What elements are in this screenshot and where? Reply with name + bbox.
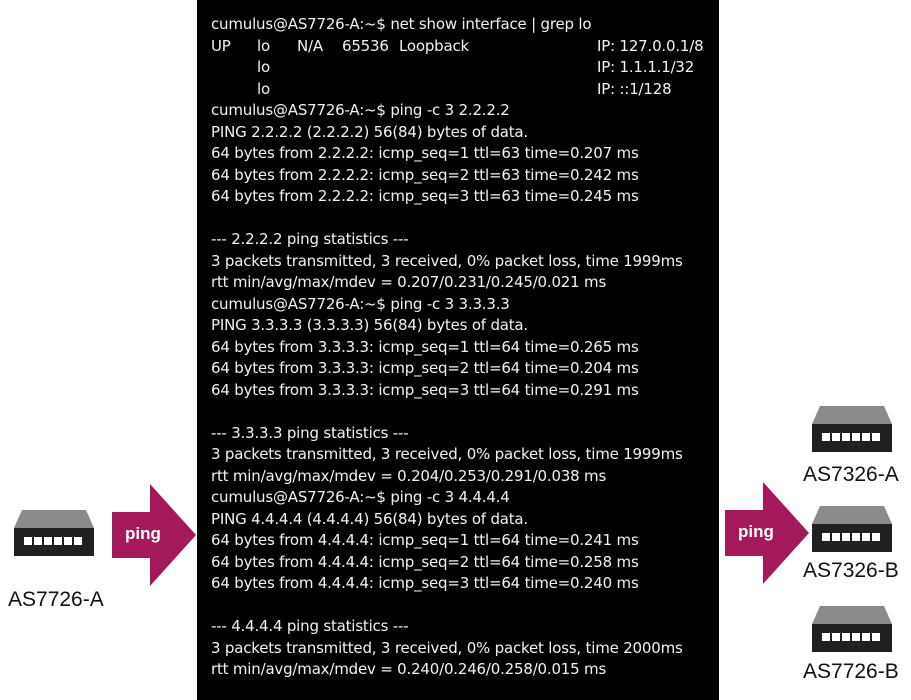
ping-arrow-left [112, 484, 202, 586]
terminal-line: 64 bytes from 3.3.3.3: icmp_seq=2 ttl=64 time=0.204 ms [211, 359, 639, 377]
terminal-line: --- 4.4.4.4 ping statistics --- [211, 617, 409, 635]
terminal-line: rtt min/avg/max/mdev = 0.204/0.253/0.291/0.038 ms [211, 466, 607, 485]
ping-arrow-right [725, 482, 815, 584]
device-label-target-1: AS7326-A [803, 463, 899, 486]
terminal-line [211, 208, 719, 230]
device-label-source: AS7726-A [8, 588, 104, 611]
interface-state: UP [211, 36, 231, 55]
interface-speed: N/A [297, 36, 323, 55]
switch-icon-as7726-b [812, 606, 892, 652]
interface-type: Loopback [399, 36, 470, 55]
terminal-line: cumulus@AS7726-A:~$ ping -c 3 2.2.2.2 [211, 101, 510, 119]
terminal-line: 64 bytes from 2.2.2.2: icmp_seq=1 ttl=63 time=0.207 ms [211, 144, 639, 162]
interface-name: lo [257, 58, 270, 76]
terminal-line: 64 bytes from 3.3.3.3: icmp_seq=1 ttl=64 time=0.265 ms [211, 337, 639, 356]
terminal-line: PING 2.2.2.2 (2.2.2.2) 56(84) bytes of data. [211, 122, 528, 141]
interface-ip: IP: ::1/128 [597, 79, 672, 98]
terminal-line: 3 packets transmitted, 3 received, 0% packet loss, time 1999ms [211, 445, 683, 463]
terminal-line: 64 bytes from 2.2.2.2: icmp_seq=2 ttl=63 time=0.242 ms [211, 165, 639, 184]
ping-label-left: ping [125, 524, 161, 543]
terminal-line: PING 3.3.3.3 (3.3.3.3) 56(84) bytes of data. [211, 316, 528, 334]
terminal-line: 64 bytes from 4.4.4.4: icmp_seq=1 ttl=64 time=0.241 ms [211, 531, 639, 549]
interface-ip: IP: 127.0.0.1/8 [597, 36, 704, 55]
interface-ip: IP: 1.1.1.1/32 [597, 58, 695, 76]
interface-row [211, 79, 719, 101]
terminal-window [197, 0, 719, 700]
terminal-line: 3 packets transmitted, 3 received, 0% packet loss, time 1999ms [211, 251, 683, 270]
switch-icon-as7326-a [812, 406, 892, 452]
interface-name: lo [257, 79, 270, 98]
device-label-target-3: AS7726-B [803, 660, 899, 683]
terminal-line: cumulus@AS7726-A:~$ ping -c 3 4.4.4.4 [211, 488, 510, 506]
terminal-line: rtt min/avg/max/mdev = 0.240/0.246/0.258/0.015 ms [211, 660, 607, 678]
terminal-line: rtt min/avg/max/mdev = 0.207/0.231/0.245/0.021 ms [211, 273, 607, 291]
terminal-line: 64 bytes from 2.2.2.2: icmp_seq=3 ttl=63 time=0.245 ms [211, 187, 639, 205]
interface-row [211, 36, 719, 58]
interface-row [211, 57, 719, 79]
terminal-line: 3 packets transmitted, 3 received, 0% packet loss, time 2000ms [211, 638, 683, 657]
terminal-line [211, 595, 719, 617]
device-label-target-2: AS7326-B [803, 559, 899, 582]
switch-icon-as7726-a [14, 510, 94, 556]
terminal-line: PING 4.4.4.4 (4.4.4.4) 56(84) bytes of data. [211, 509, 528, 528]
terminal-line: 64 bytes from 4.4.4.4: icmp_seq=2 ttl=64 time=0.258 ms [211, 552, 639, 571]
terminal-line: 64 bytes from 3.3.3.3: icmp_seq=3 ttl=64 time=0.291 ms [211, 380, 639, 399]
interface-name: lo [257, 36, 270, 55]
interface-mtu: 65536 [342, 36, 389, 55]
terminal-line: 64 bytes from 4.4.4.4: icmp_seq=3 ttl=64 time=0.240 ms [211, 574, 639, 592]
ping-label-right: ping [738, 522, 774, 541]
terminal-line: cumulus@AS7726-A:~$ net show interface | grep lo [211, 15, 592, 33]
terminal-line: cumulus@AS7726-A:~$ ping -c 3 3.3.3.3 [211, 294, 510, 313]
terminal-line: --- 3.3.3.3 ping statistics --- [211, 423, 409, 442]
switch-icon-as7326-b [812, 506, 892, 552]
terminal-line [211, 401, 719, 423]
terminal-line: --- 2.2.2.2 ping statistics --- [211, 230, 409, 248]
